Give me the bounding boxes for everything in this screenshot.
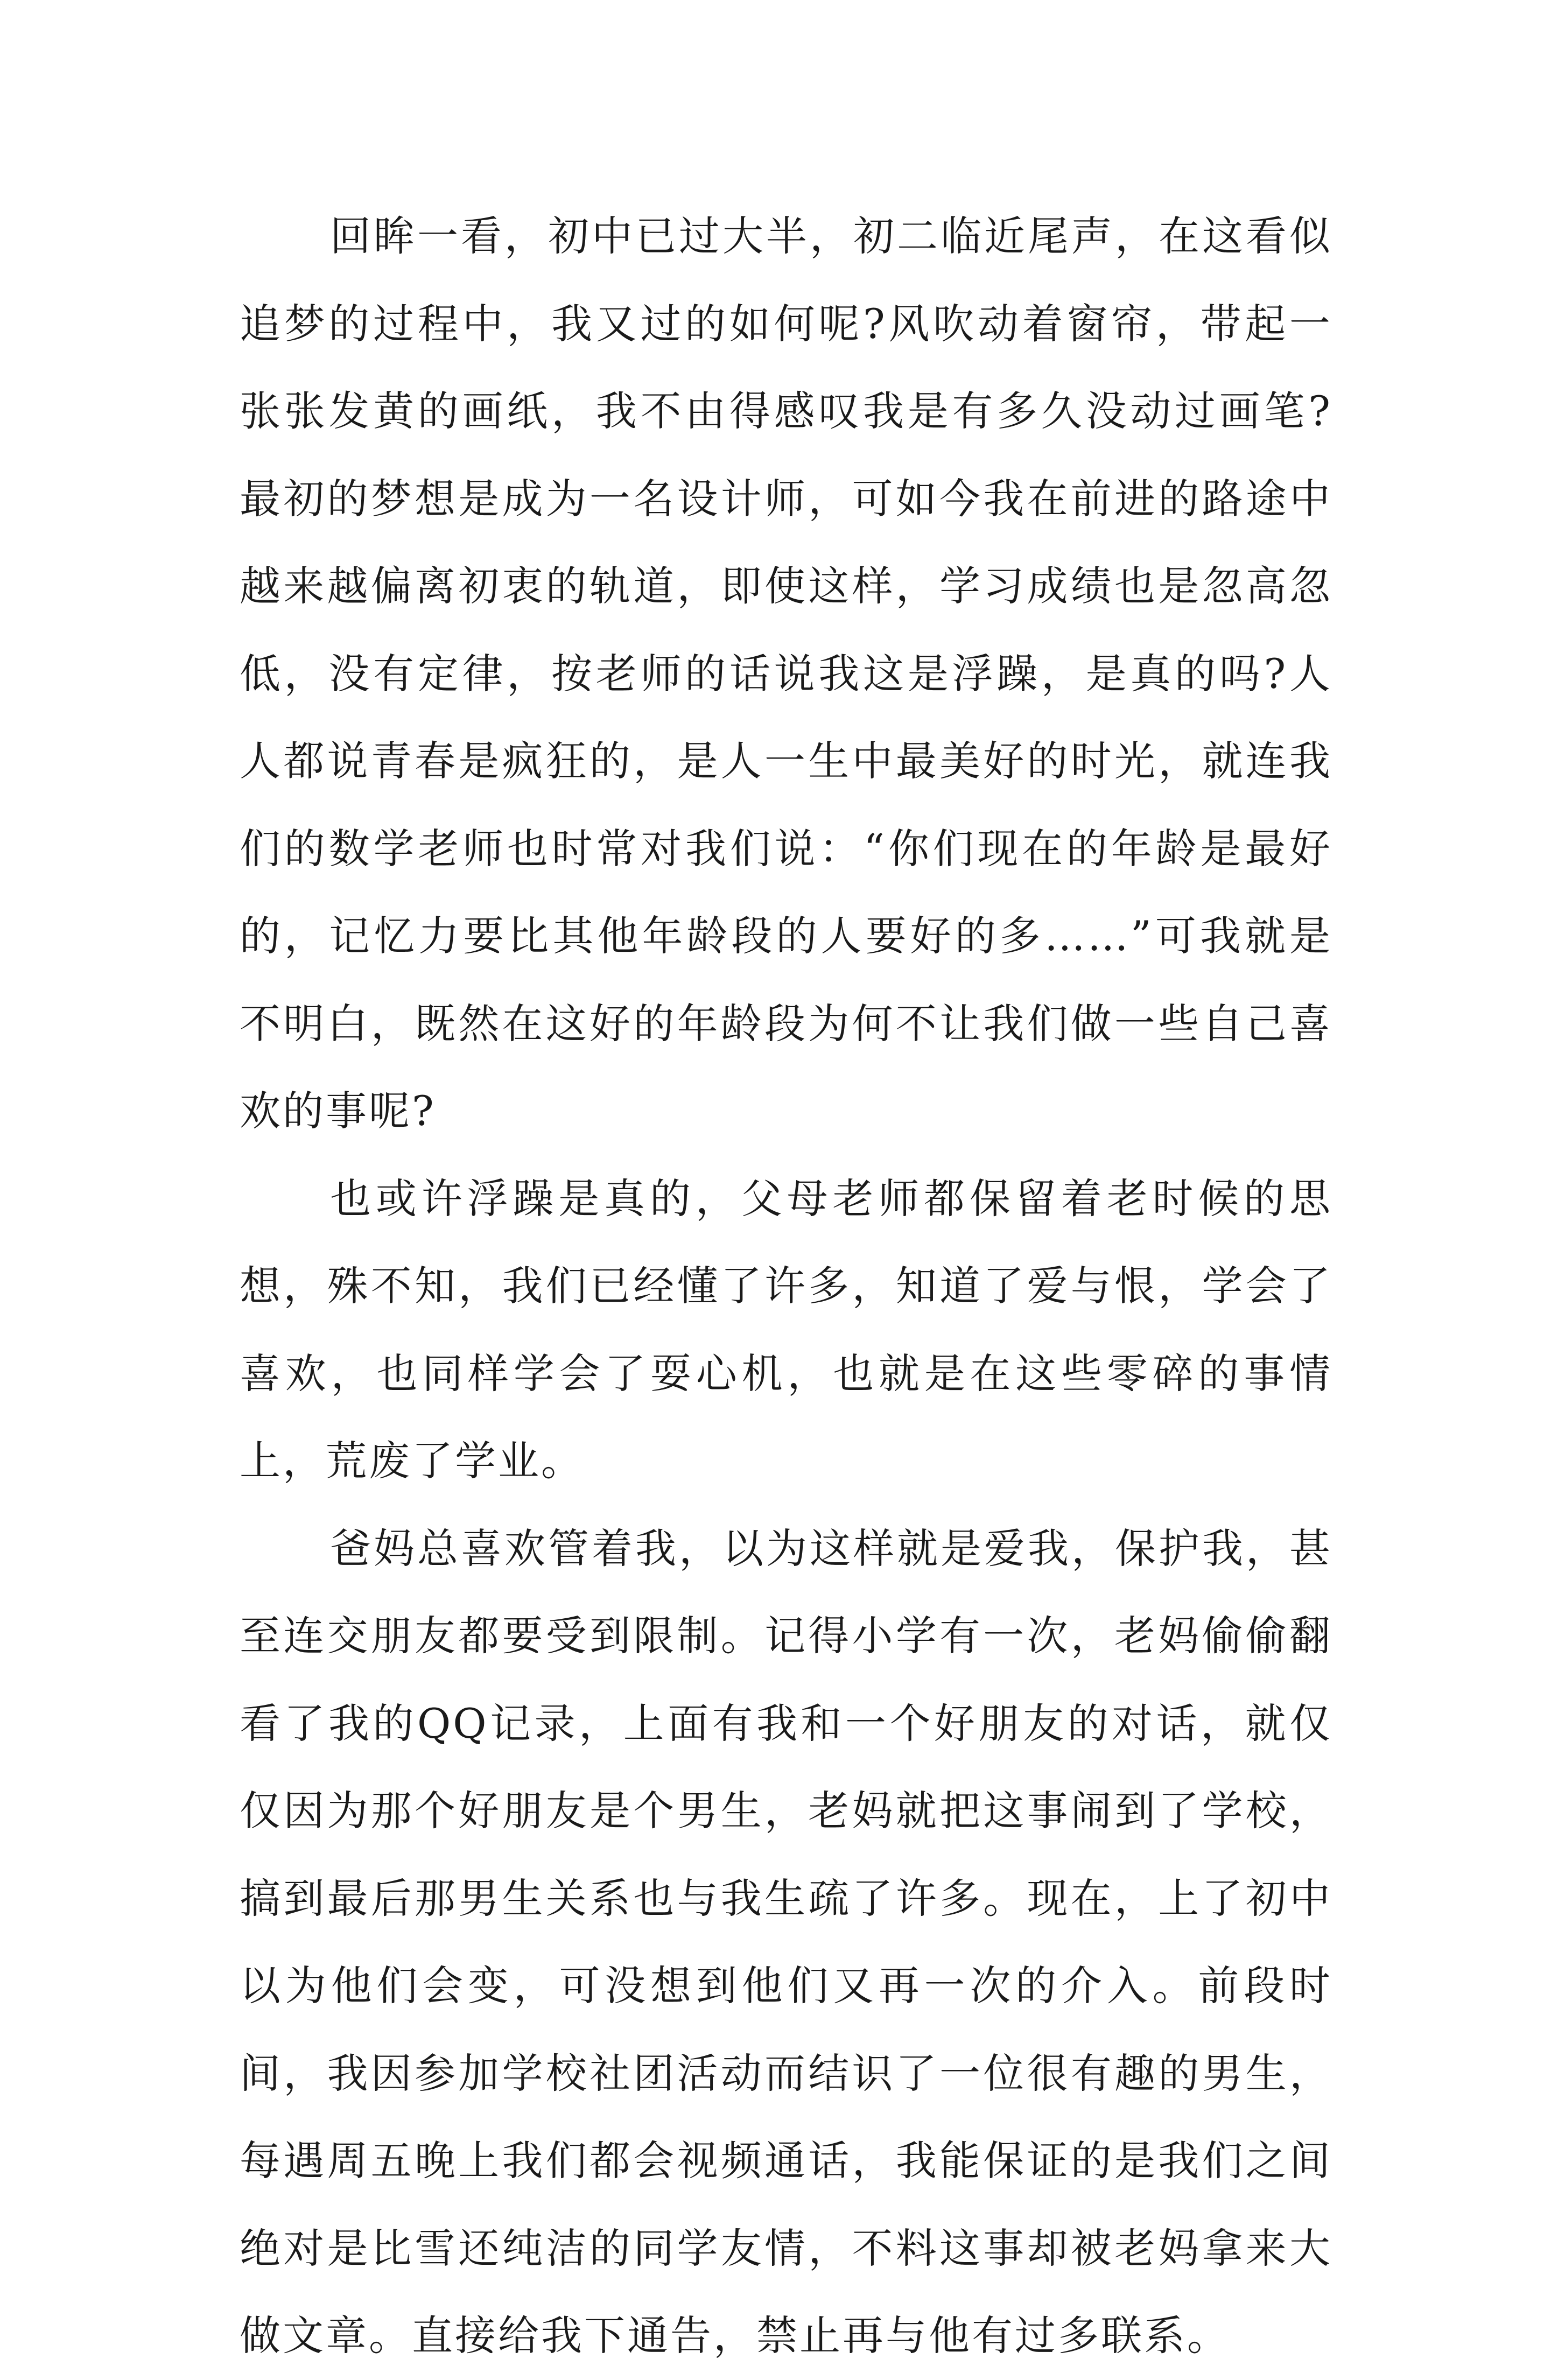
paragraph-2: 也或许浮躁是真的，父母老师都保留着老时候的思想，殊不知，我们已经懂了许多，知道了爱与恨，学会了喜欢，也同样学会了耍心机，也就是在这些零碎的事情上，荒废了学业。 bbox=[240, 1174, 1332, 1485]
paragraph-1: 回眸一看，初中已过大半，初二临近尾声，在这看似追梦的过程中，我又过的如何呢?风吹动着窗帘，带起一张张发黄的画纸，我不由得感叹我是有多久没动过画笔?最初的梦想是成为一名设计师，可如今我在前进的路途中越来越偏离初衷的轨道，即使这样，学习成绩也是忽高忽低，没有定律，按老师的话说我这是浮躁，是真的吗?人人都说青春是疯狂的，是人一生中最美好的时光，就连我们的数学老师也时常对我们说：“你们现在的年龄是最好的，记忆力要比其他年龄段的人要好的多……”可我就是不明白，既然在这好的年龄段为何不让我们做一些自己喜欢的事呢? bbox=[240, 212, 1332, 1135]
paragraph-3: 爸妈总喜欢管着我，以为这样就是爱我，保护我，甚至连交朋友都要受到限制。记得小学有一次，老妈偷偷翻看了我的QQ记录，上面有我和一个好朋友的对话，就仅仅因为那个好朋友是个男生，老妈就把这事闹到了学校，搞到最后那男生关系也与我生疏了许多。现在，上了初中以为他们会变，可没想到他们又再一次的介入。前段时间，我因参加学校社团活动而结识了一位很有趣的男生，每遇周五晚上我们都会视频通话，我能保证的是我们之间绝对是比雪还纯洁的同学友情，不料这事却被老妈拿来大做文章。直接给我下通告，禁止再与他有过多联系。 bbox=[240, 1524, 1332, 2360]
document-body bbox=[240, 193, 1332, 2380]
